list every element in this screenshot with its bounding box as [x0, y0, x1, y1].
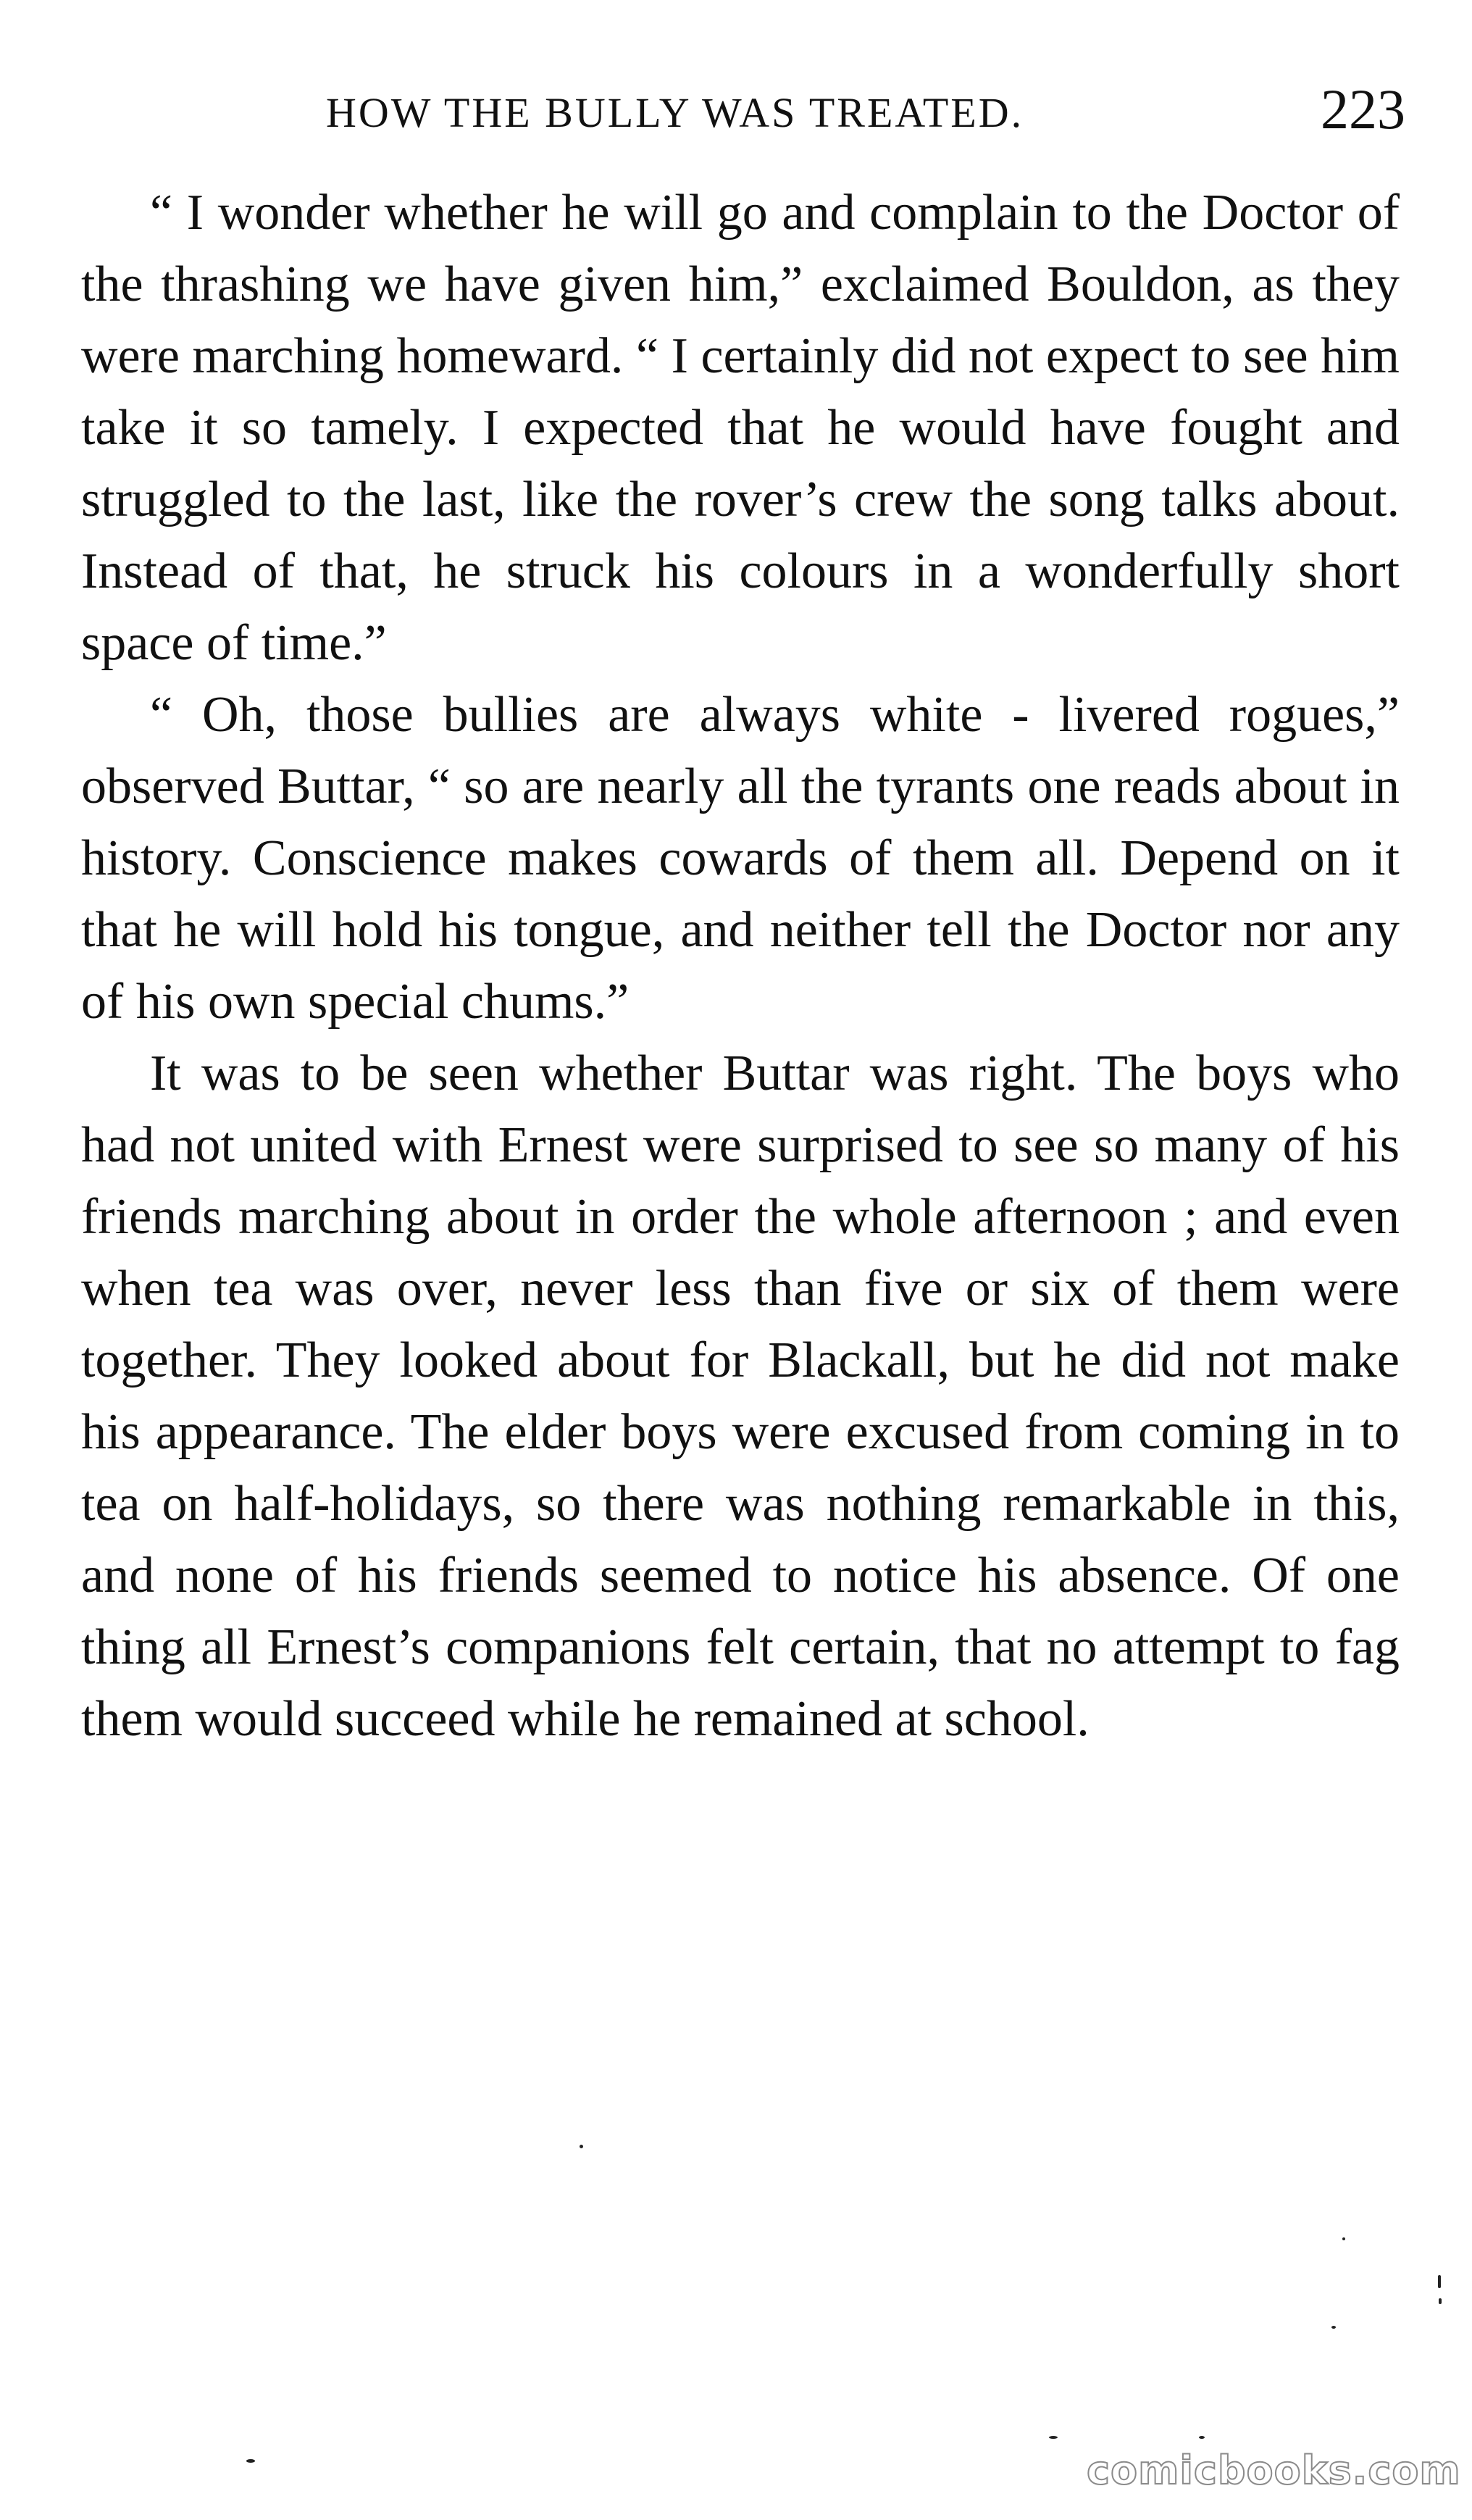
paragraph-narration: It was to be seen whether Buttar was right. The boys who had not united with Ernest were surprised to see so many of his friends marching about in order the whole afternoon ; and even when tea was over, never less than five or six of them were together. They looked about for Blackall, but he did not make his appearance. The elder boys were excused from coming in to tea on half-holidays, so there was nothing remarkable in this, and none of his friends seemed to notice his absence. Of one thing all Ernest’s companions felt certain, that no attempt to fag them would succeed while he remained at school. [81, 1046, 1400, 1747]
scan-speck [1439, 2298, 1442, 2304]
scan-speck [580, 2145, 583, 2148]
running-head [87, 72, 1405, 145]
running-title: HOW THE BULLY WAS TREATED. [326, 89, 1024, 136]
paragraph-bouldon-speech: “ I wonder whether he will go and complain to the Doctor of the thrashing we have given him,” exclaimed Bouldon, as they were marching homeward. “ I certainly did not expect to see him take it so tamely. I expected that he would have fought and struggled to the last, like the rover’s crew the song talks about. Instead of that, he struck his colours in a wonderfully short space of time.” [81, 185, 1400, 671]
scan-speck [246, 2459, 255, 2463]
paragraph-buttar-speech: “ Oh, those bullies are always white - livered rogues,” observed Buttar, “ so are nearly all the tyrants one reads about in history. Conscience makes cowards of them all. Depend on it that he will hold his tongue, and neither tell the Doctor nor any of his own special chums.” [81, 687, 1400, 1030]
watermark: comicbooks.com [1087, 2448, 1461, 2493]
scan-speck [1049, 2436, 1058, 2439]
page-number: 223 [1321, 78, 1405, 141]
scan-speck [1438, 2275, 1441, 2288]
body-text [81, 177, 1400, 1755]
scan-speck [1199, 2436, 1205, 2439]
scan-speck [1331, 2326, 1336, 2329]
scan-speck [1342, 2237, 1345, 2240]
